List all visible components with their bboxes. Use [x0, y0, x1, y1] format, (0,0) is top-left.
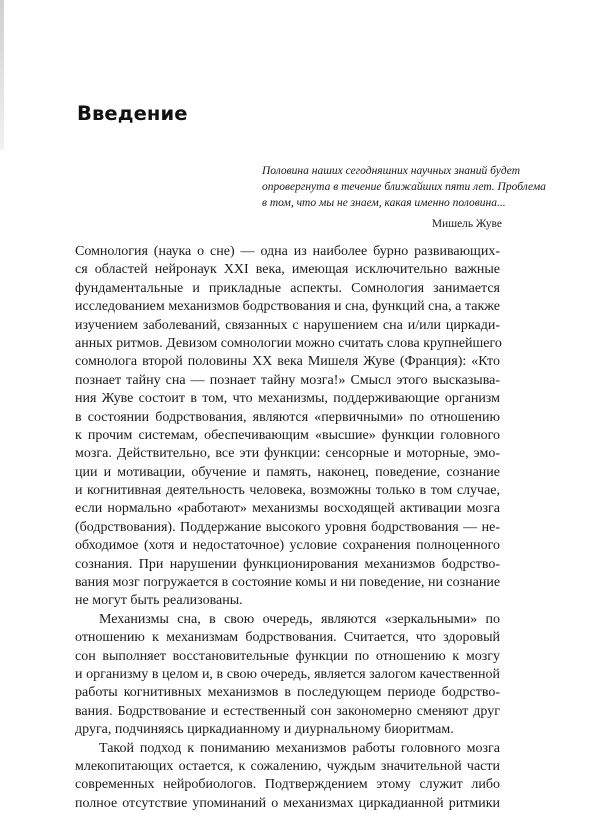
text-line: в состоянии бодрствования, являются «первичными» по отношению — [75, 409, 500, 425]
text-line: сон выполняет восстановительные функции по отношению к мозгу — [75, 648, 500, 664]
text-line: ся областей нейронаук XXI века, имеющая исключительно важные — [75, 262, 500, 278]
paragraph-3 — [75, 740, 500, 813]
text-line: млекопитающих остается, к сожалению, чуждым значительной части — [75, 758, 500, 774]
text-line: мозга. Действительно, все эти функции: сенсорные и моторные, эмо- — [75, 446, 500, 462]
paragraph-2 — [75, 611, 500, 740]
text-line: не могут быть реализованы. — [75, 593, 243, 609]
text-line: вания мозг погружается в состояние комы и ни поведение, ни сознание — [75, 575, 501, 591]
epigraph-author: Мишель Жуве — [431, 218, 502, 230]
text-line: ния Жуве состоит в том, что механизмы, поддерживающие организм — [75, 391, 500, 407]
text-line: фундаментальные и прикладные аспекты. Сомнология занимается — [75, 280, 500, 296]
epigraph-line: в том, что мы не знаем, какая именно половина... — [262, 197, 506, 209]
text-line: к прочим системам, обеспечивающим «высшие» функции головного — [75, 427, 500, 443]
chapter-title: Введение — [77, 102, 188, 125]
body-text — [75, 243, 500, 813]
text-line: познает тайну сна — познает тайну мозга!» Смысл этого высказыва- — [75, 372, 500, 388]
text-line: анных ритмов. Девизом сомнологии можно считать слова крупнейшего — [75, 335, 502, 351]
text-line: если нормально «работают» механизмы восходящей активации мозга — [75, 501, 500, 517]
text-line: (бодрствования). Поддержание высокого уровня бодрствования — не- — [75, 519, 500, 535]
epigraph — [262, 163, 546, 230]
paragraph-1 — [75, 243, 500, 611]
text-line: отношению к механизмам бодрствования. Считается, что здоровый — [75, 630, 500, 646]
text-line: друга, подчиняясь циркадианному и диурнальному биоритмам. — [75, 722, 454, 738]
epigraph-line: опровергнута в течение ближайших пяти лет. Проблема — [262, 181, 546, 193]
text-line: сознания. При нарушении функционирования механизмов бодрство- — [75, 556, 500, 572]
text-line: Механизмы сна, в свою очередь, являются «зеркальными» по — [99, 611, 500, 627]
text-line: работы когнитивных механизмов в последующем периоде бодрство- — [75, 685, 500, 701]
text-line: и когнитивная деятельность человека, возможны только в том случае, — [75, 483, 500, 499]
epigraph-line: Половина наших сегодняшних научных знаний будет — [262, 165, 521, 177]
text-line: ции и мотивации, обучение и память, наконец, поведение, сознание — [75, 464, 500, 480]
text-line: Такой подход к пониманию механизмов работы головного мозга — [99, 740, 500, 756]
text-line: обходимое (хотя и недостаточное) условие сохранения полноценного — [75, 538, 500, 554]
text-line: изучением заболеваний, связанных с нарушением сна и/или циркади- — [75, 317, 500, 333]
text-line: Сомнология (наука о сне) — одна из наиболее бурно развивающих- — [75, 244, 500, 259]
page-edge-mark — [0, 0, 4, 150]
text-line: полное отсутствие упоминаний о механизмах циркадианной ритмики — [75, 795, 500, 811]
text-line: исследованием механизмов бодрствования и сна, функций сна, а также — [75, 299, 500, 315]
text-line: современных нейробиологов. Подтверждением этому служит либо — [75, 777, 500, 793]
text-line: вания. Бодрствование и естественный сон закономерно сменяют друг — [75, 703, 500, 719]
text-line: сомнолога второй половины XX века Мишеля Жуве (Франция): «Кто — [75, 354, 500, 370]
text-line: и организму в целом и, в свою очередь, является залогом качественной — [75, 666, 500, 682]
